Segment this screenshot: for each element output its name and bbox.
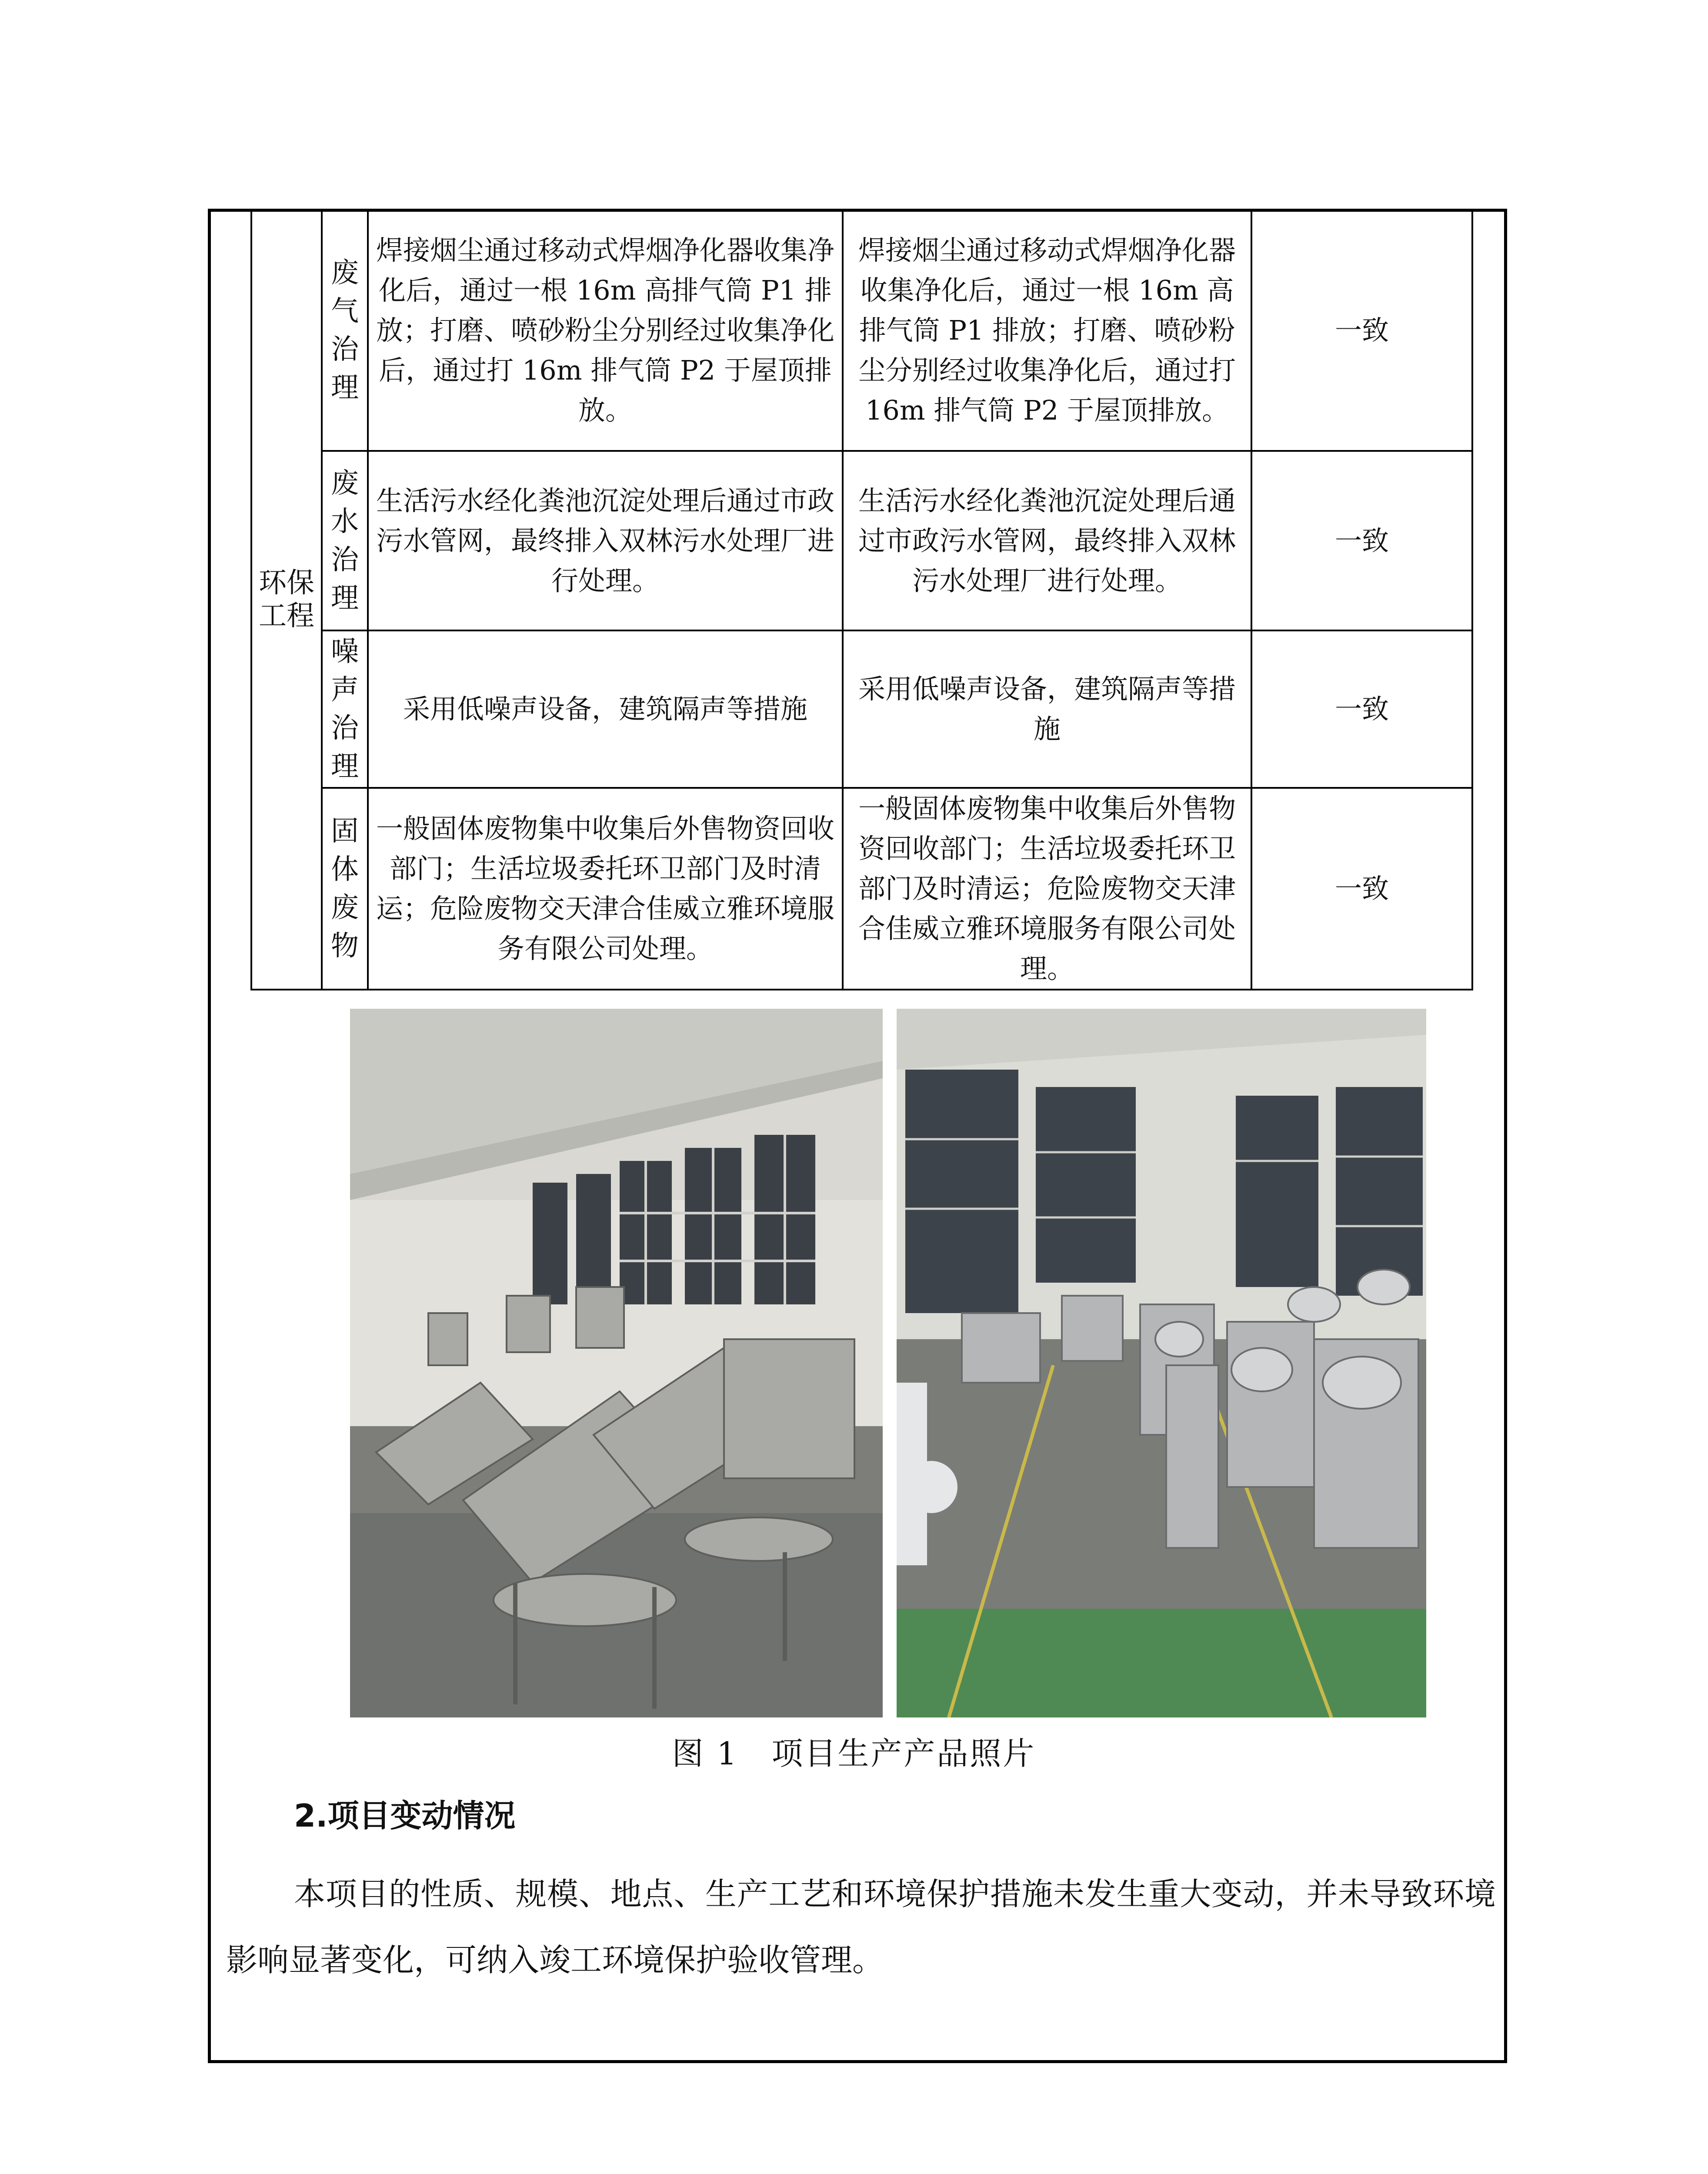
table-row: [251, 210, 1472, 451]
section-paragraph: 本项目的性质、规模、地点、生产工艺和环境保护措施未发生重大变动，并未导致环境影响显著变化，可纳入竣工环境保护验收管理。: [226, 1876, 1496, 1978]
actual-cell: 一般固体废物集中收集后外售物资回收部门；生活垃圾委托环卫部门及时清运；危险废物交天津合佳威立雅环境服务有限公司处理。: [843, 788, 1251, 990]
item-cell: 固体废物: [322, 788, 368, 990]
table-row: [251, 630, 1472, 788]
section-heading: 2.项目变动情况: [294, 1797, 516, 1834]
actual-cell: 采用低噪声设备，建筑隔声等措施: [843, 630, 1251, 788]
actual-cell: 焊接烟尘通过移动式焊烟净化器收集净化后，通过一根 16m 高排气筒 P1 排放；打磨、喷砂粉尘分别经过收集净化后，通过打 16m 排气筒 P2 于屋顶排放。: [843, 210, 1251, 451]
comparison-table: [250, 209, 1473, 990]
item-cell: 噪声治理: [322, 630, 368, 788]
plan-cell: 采用低噪声设备，建筑隔声等措施: [368, 630, 843, 788]
product-photo-right: [897, 1009, 1426, 1717]
category-cell: 环保工程: [251, 210, 322, 990]
table-row: [251, 788, 1472, 990]
item-cell: 废水治理: [322, 451, 368, 630]
actual-cell: 生活污水经化粪池沉淀处理后通过市政污水管网，最终排入双林污水处理厂进行处理。: [843, 451, 1251, 630]
result-cell: 一致: [1251, 788, 1472, 990]
result-cell: 一致: [1251, 451, 1472, 630]
product-photo-left: [350, 1009, 883, 1717]
table-row: [251, 451, 1472, 630]
result-cell: 一致: [1251, 630, 1472, 788]
figure-caption: 图 1 项目生产产品照片: [672, 1735, 1036, 1772]
plan-cell: 焊接烟尘通过移动式焊烟净化器收集净化后，通过一根 16m 高排气筒 P1 排放；打磨、喷砂粉尘分别经过收集净化后，通过打 16m 排气筒 P2 于屋顶排放。: [368, 210, 843, 451]
plan-cell: 一般固体废物集中收集后外售物资回收部门；生活垃圾委托环卫部门及时清运；危险废物交天津合佳威立雅环境服务有限公司处理。: [368, 788, 843, 990]
plan-cell: 生活污水经化粪池沉淀处理后通过市政污水管网，最终排入双林污水处理厂进行处理。: [368, 451, 843, 630]
result-cell: 一致: [1251, 210, 1472, 451]
item-cell: 废气治理: [322, 210, 368, 451]
